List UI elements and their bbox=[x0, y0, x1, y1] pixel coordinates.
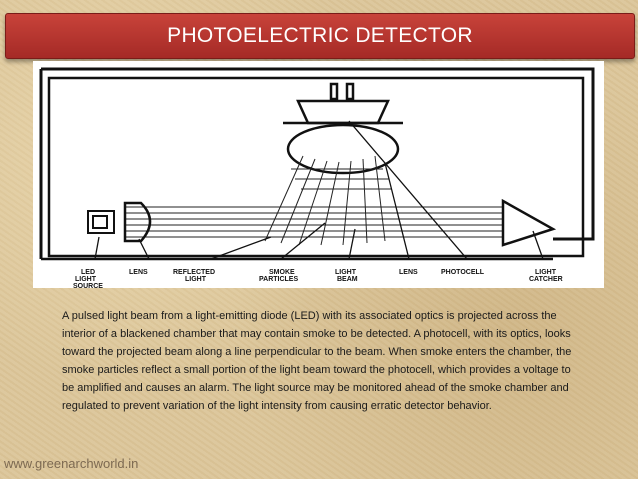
label-light-catcher: LIGHT CATCHER bbox=[529, 269, 563, 283]
reflected-light-lines bbox=[265, 156, 391, 245]
left-lens bbox=[125, 203, 150, 241]
label-light-beam: LIGHT BEAM bbox=[335, 269, 358, 283]
label-led-light-source: LED LIGHT SOURCE bbox=[73, 269, 103, 288]
photocell-mount bbox=[283, 84, 403, 123]
light-catcher bbox=[503, 201, 553, 245]
label-photocell: PHOTOCELL bbox=[441, 269, 485, 276]
description-text: A pulsed light beam from a light-emitting diode (LED) with its associated optics is projected across the interior of a blackened chamber that may contain smoke to be detected. A photocell, with its optics, looks toward the projected beam along a line perpendicular to the beam. When smoke enters the chamber, the smoke particles reflect a small portion of the light beam toward the photocell, which provides a voltage to be amplified and causes an alarm. The light source may be monitored ahead of the smoke chamber and regulated to prevent variation of the light intensity from causing erratic detector behavior. bbox=[62, 310, 572, 412]
label-arrows bbox=[95, 121, 543, 259]
label-smoke-particles: SMOKE PARTICLES bbox=[259, 269, 299, 283]
label-reflected-light: REFLECTED LIGHT bbox=[173, 269, 215, 283]
page-title: PHOTOELECTRIC DETECTOR bbox=[167, 24, 473, 47]
label-lens-right: LENS bbox=[399, 269, 418, 276]
label-lens-left: LENS bbox=[129, 269, 148, 276]
right-lens bbox=[288, 125, 398, 173]
title-banner bbox=[5, 13, 635, 59]
footer-website: www.greenarchworld.in bbox=[4, 456, 139, 471]
led-light-source bbox=[88, 211, 114, 233]
detector-diagram bbox=[33, 61, 604, 288]
